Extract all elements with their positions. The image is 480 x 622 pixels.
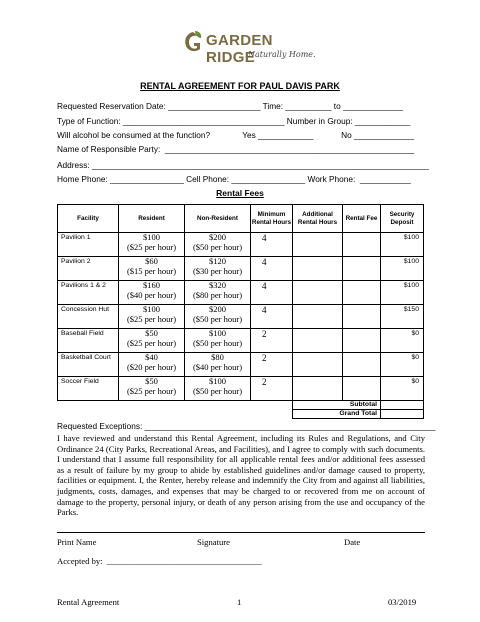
security-deposit-value: $100	[403, 234, 419, 241]
minimum-hours-value: 4	[262, 281, 267, 291]
non-resident-price: $200	[209, 304, 226, 314]
grand-total-row	[58, 410, 424, 419]
facility-name: Pavilion 1	[61, 234, 91, 241]
resident-rate: ($25 per hour)	[126, 241, 177, 252]
alcohol-line[interactable]: Will alcohol be consumed at the function? Yes ____________ No _____________	[57, 130, 415, 140]
facility-name: Basketball Court	[61, 354, 111, 361]
resident-rate: ($25 per hour)	[126, 385, 177, 396]
print-name-label: Print Name	[57, 537, 97, 547]
rental-fee-cell[interactable]	[343, 257, 381, 281]
function-line[interactable]: Type of Function: ___________________________________ Number in Group: ____________	[57, 116, 411, 126]
page-title: RENTAL AGREEMENT FOR PAUL DAVIS PARK	[140, 81, 340, 91]
agreement-text: I have reviewed and understand this Rental Agreement, including its Rules and Regulations, and City Ordinance 24 (City Parks, Recreational Areas, and Facilities), and I agree to comply with such documents. I understand that I assume full responsibility for all applicable rental fees and/or additional fees assessed as a result of failure by my group to abide by established guidelines and/or damage caused to property, facilities or equipment. I, the Renter, hereby release and indemnify the City from and against all liabilities, judgments, costs, damages, and expenses that may be charged to or recovered from me on account of damage to the property, personal injury, or death of any person arising from the use and occupancy of the Parks.	[57, 433, 425, 518]
minimum-hours-value: 4	[262, 305, 267, 315]
rental-fees-table	[57, 204, 424, 419]
security-deposit-cell	[381, 353, 424, 377]
header-security-deposit: Security Deposit	[381, 205, 424, 233]
reservation-line[interactable]: Requested Reservation Date: ____________________ Time: __________ to _____________	[57, 101, 403, 111]
resident-cell	[119, 257, 185, 281]
subtotal-row	[58, 401, 424, 410]
non-resident-cell	[185, 329, 251, 353]
non-resident-cell	[185, 257, 251, 281]
subtotal-cell[interactable]	[381, 401, 424, 410]
signature-label: Signature	[197, 537, 230, 547]
facility-name: Soccer Field	[61, 378, 99, 385]
security-deposit-cell	[381, 257, 424, 281]
minimum-hours-cell	[251, 353, 293, 377]
security-deposit-value: $0	[411, 354, 419, 361]
phones-line[interactable]: Home Phone: ________________ Cell Phone: ________________ Work Phone: ___________	[57, 174, 411, 184]
security-deposit-cell	[381, 329, 424, 353]
security-deposit-cell	[381, 305, 424, 329]
facility-name: Pavilion 2	[61, 258, 91, 265]
non-resident-cell	[185, 233, 251, 257]
non-resident-rate: ($30 per hour)	[192, 265, 243, 276]
security-deposit-cell	[381, 233, 424, 257]
header-rental-fee: Rental Fee	[343, 205, 381, 233]
header-non-resident: Non-Resident	[185, 205, 251, 233]
minimum-hours-value: 4	[262, 257, 267, 267]
additional-hours-cell[interactable]	[293, 257, 343, 281]
resident-rate: ($40 per hour)	[126, 289, 177, 300]
facility-cell	[58, 257, 119, 281]
resident-cell	[119, 233, 185, 257]
resident-price: $100	[143, 232, 160, 242]
resident-cell	[119, 377, 185, 401]
minimum-hours-value: 4	[262, 233, 267, 243]
non-resident-price: $200	[209, 232, 226, 242]
resident-price: $40	[145, 352, 158, 362]
table-row	[58, 281, 424, 305]
non-resident-rate: ($50 per hour)	[192, 337, 243, 348]
table-row	[58, 257, 424, 281]
additional-hours-cell[interactable]	[293, 377, 343, 401]
header-minimum-hours: Minimum Rental Hours	[251, 205, 293, 233]
facility-name: Pavilions 1 & 2	[61, 282, 106, 289]
security-deposit-cell	[381, 281, 424, 305]
facility-cell	[58, 281, 119, 305]
resident-cell	[119, 305, 185, 329]
table-row	[58, 353, 424, 377]
facility-cell	[58, 377, 119, 401]
requested-exceptions-line[interactable]: Requested Exceptions: _______________________________________________________________	[57, 421, 436, 431]
non-resident-price: $320	[209, 280, 226, 290]
additional-hours-cell[interactable]	[293, 329, 343, 353]
non-resident-cell	[185, 281, 251, 305]
address-line[interactable]: Address: _________________________________________________________________________	[57, 160, 429, 170]
rental-fee-cell[interactable]	[343, 329, 381, 353]
non-resident-rate: ($80 per hour)	[192, 289, 243, 300]
additional-hours-cell[interactable]	[293, 233, 343, 257]
signature-rule	[57, 532, 425, 533]
garden-ridge-logo	[182, 28, 322, 72]
security-deposit-value: $0	[411, 330, 419, 337]
logo-tagline: Naturally Home.	[248, 50, 316, 59]
rental-fee-cell[interactable]	[343, 281, 381, 305]
grand-total-cell[interactable]	[381, 410, 424, 419]
additional-hours-cell[interactable]	[293, 281, 343, 305]
resident-price: $160	[143, 280, 160, 290]
resident-price: $100	[143, 304, 160, 314]
header-additional-hours: Additional Rental Hours	[293, 205, 343, 233]
table-row	[58, 329, 424, 353]
resident-price: $60	[145, 256, 158, 266]
non-resident-price: $100	[209, 328, 226, 338]
non-resident-rate: ($50 per hour)	[192, 241, 243, 252]
minimum-hours-cell	[251, 233, 293, 257]
footer-page-number: 1	[237, 597, 242, 607]
facility-name: Concession Hut	[61, 306, 109, 313]
facility-cell	[58, 353, 119, 377]
non-resident-rate: ($50 per hour)	[192, 313, 243, 324]
resident-rate: ($25 per hour)	[126, 313, 177, 324]
security-deposit-value: $100	[403, 282, 419, 289]
security-deposit-value: $0	[411, 378, 419, 385]
non-resident-rate: ($40 per hour)	[192, 361, 243, 372]
resident-rate: ($15 per hour)	[126, 265, 177, 276]
non-resident-cell	[185, 377, 251, 401]
non-resident-rate: ($50 per hour)	[192, 385, 243, 396]
responsible-party-line[interactable]: Name of Responsible Party: ______________________________________________________	[57, 144, 415, 154]
security-deposit-value: $150	[403, 306, 419, 313]
resident-cell	[119, 281, 185, 305]
logo-brand-text: GARDEN RIDGE	[206, 32, 273, 66]
table-row	[58, 233, 424, 257]
subtotal-label: Subtotal	[293, 401, 381, 410]
additional-hours-cell[interactable]	[293, 305, 343, 329]
footer-date: 03/2019	[388, 597, 417, 607]
date-label: Date	[344, 537, 361, 547]
security-deposit-cell	[381, 377, 424, 401]
non-resident-price: $80	[211, 352, 224, 362]
rental-fee-cell[interactable]	[343, 305, 381, 329]
facility-name: Baseball Field	[61, 330, 104, 337]
resident-price: $50	[145, 328, 158, 338]
facility-cell	[58, 305, 119, 329]
facility-cell	[58, 233, 119, 257]
minimum-hours-cell	[251, 305, 293, 329]
footer-doc-name: Rental Agreement	[57, 597, 120, 607]
rental-fee-cell[interactable]	[343, 233, 381, 257]
resident-rate: ($20 per hour)	[126, 361, 177, 372]
non-resident-cell	[185, 353, 251, 377]
minimum-hours-value: 2	[262, 353, 267, 363]
rental-fee-cell[interactable]	[343, 353, 381, 377]
header-resident: Resident	[119, 205, 185, 233]
non-resident-cell	[185, 305, 251, 329]
minimum-hours-cell	[251, 257, 293, 281]
resident-cell	[119, 329, 185, 353]
security-deposit-value: $100	[403, 258, 419, 265]
leaf-logo-icon	[182, 30, 204, 54]
table-row	[58, 305, 424, 329]
resident-cell	[119, 353, 185, 377]
facility-cell	[58, 329, 119, 353]
non-resident-price: $100	[209, 376, 226, 386]
grand-total-label: Grand Total	[293, 410, 381, 419]
minimum-hours-value: 2	[262, 377, 267, 387]
table-row	[58, 377, 424, 401]
accepted-by-line[interactable]: Accepted by: ____________________________________	[57, 556, 262, 566]
rental-fee-cell[interactable]	[343, 377, 381, 401]
minimum-hours-cell	[251, 329, 293, 353]
minimum-hours-cell	[251, 377, 293, 401]
minimum-hours-value: 2	[262, 329, 267, 339]
resident-price: $50	[145, 376, 158, 386]
minimum-hours-cell	[251, 281, 293, 305]
additional-hours-cell[interactable]	[293, 353, 343, 377]
non-resident-price: $120	[209, 256, 226, 266]
rental-fees-title: Rental Fees	[216, 188, 264, 198]
resident-rate: ($25 per hour)	[126, 337, 177, 348]
header-facility: Facility	[58, 205, 119, 233]
